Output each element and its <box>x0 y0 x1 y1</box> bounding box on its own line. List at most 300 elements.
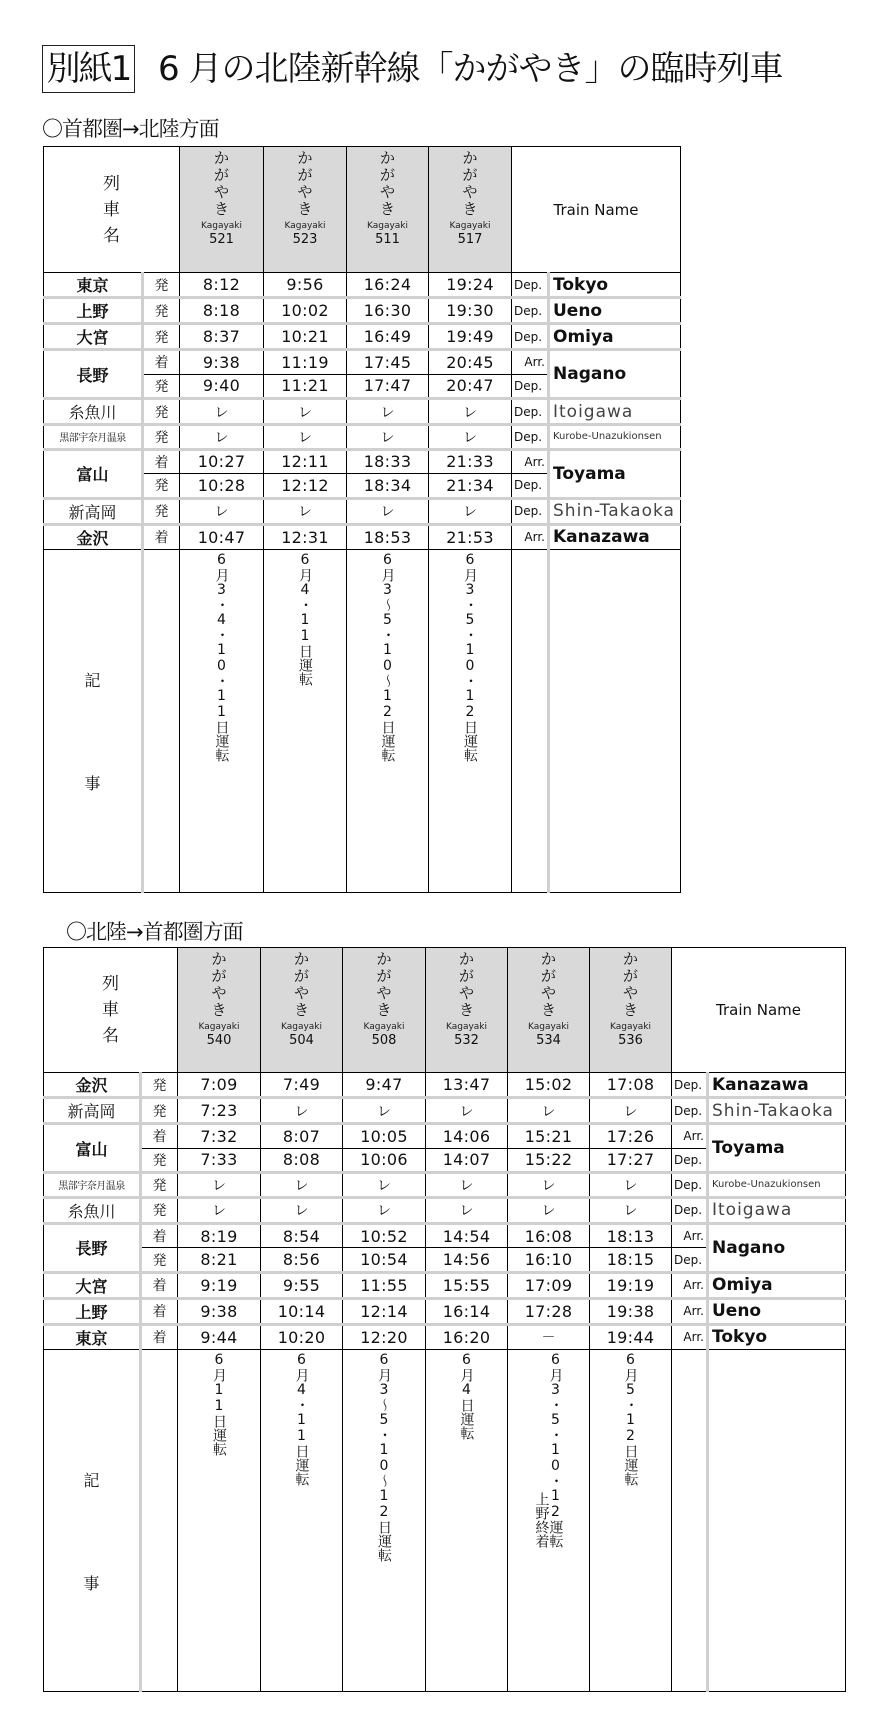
train-kana <box>429 147 511 218</box>
remark-cell <box>261 1349 343 1691</box>
remark-text: 6月3～5・10～12日運転 <box>379 551 396 762</box>
station-name-en: Shin-Takaoka <box>708 1098 846 1124</box>
header-row <box>44 948 846 1073</box>
timetable-inbound <box>43 947 846 1692</box>
train-number: 534 <box>536 1033 561 1048</box>
arr-dep-mark: 発 <box>143 498 180 524</box>
train-name-label-char: 名 <box>103 225 120 246</box>
table-row <box>44 498 681 524</box>
time-cell: 7:09 <box>178 1073 261 1098</box>
train-number: 532 <box>454 1033 479 1048</box>
pass-mark: レ <box>343 1173 426 1198</box>
remark-cell <box>590 1349 672 1691</box>
time-cell: 18:13 <box>590 1223 672 1248</box>
time-cell: 8:21 <box>178 1248 261 1273</box>
remark-cell <box>264 549 347 892</box>
arr-dep-en: Dep. <box>672 1148 708 1173</box>
table-row <box>44 1173 846 1198</box>
kana-char: か <box>462 149 478 167</box>
pass-mark: レ <box>347 425 429 450</box>
arr-dep-mark: 着 <box>141 1223 178 1248</box>
table-row <box>44 298 681 324</box>
arr-dep-mark: 着 <box>143 350 180 375</box>
time-cell: 8:56 <box>261 1248 343 1273</box>
remarks-label-char: 事 <box>83 1573 100 1593</box>
remarks-blank <box>549 549 681 892</box>
page-title: 6 月の北陸新幹線「かがやき」の臨時列車 <box>158 49 783 89</box>
train-kana <box>508 948 589 1019</box>
remarks-blank <box>143 549 180 892</box>
time-cell: 18:53 <box>347 524 429 549</box>
remark-cell <box>343 1349 426 1691</box>
station-name: 上野 <box>44 298 143 324</box>
remark-text: 6月4・11日運転 <box>297 551 313 686</box>
time-cell: 7:49 <box>261 1073 343 1098</box>
kana-char: が <box>622 967 638 985</box>
station-name-en: Kurobe-Unazukionsen <box>708 1173 846 1198</box>
train-name-label-char: 列 <box>103 173 120 194</box>
arr-dep-en: Dep. <box>512 425 549 450</box>
arr-dep-en: Dep. <box>672 1073 708 1098</box>
arr-dep-mark: 着 <box>141 1124 178 1149</box>
remark-text: 6月4・11日運転 <box>293 1351 310 1486</box>
pass-mark: レ <box>178 1197 261 1223</box>
table-row <box>44 273 681 298</box>
table-row <box>44 1073 846 1098</box>
kana-char: や <box>297 183 313 201</box>
arr-dep-mark: 着 <box>141 1324 178 1349</box>
time-cell: 16:30 <box>347 298 429 324</box>
time-cell: 17:45 <box>347 350 429 375</box>
train-header <box>426 948 508 1073</box>
station-name-en: Shin-Takaoka <box>549 498 681 524</box>
station-name-en: Itoigawa <box>708 1197 846 1223</box>
train-kana <box>347 147 428 218</box>
arr-dep-mark: 発 <box>141 1197 178 1223</box>
remark-cell <box>429 549 512 892</box>
kana-char: き <box>462 200 478 218</box>
arr-dep-mark: 発 <box>141 1173 178 1198</box>
kana-char: き <box>622 1001 638 1019</box>
station-name: 黒部宇奈月温泉 <box>44 425 143 450</box>
remark-text: 6月3・4・10・11日運転 <box>213 551 230 762</box>
remarks-label-char: 記 <box>84 670 101 690</box>
train-number: 511 <box>375 232 400 247</box>
remark-text: 6月5・12日運転 <box>622 1351 639 1486</box>
remarks-label <box>44 1349 141 1691</box>
pass-mark: レ <box>508 1197 590 1223</box>
pass-mark: レ <box>264 498 347 524</box>
time-cell: 16:08 <box>508 1223 590 1248</box>
arr-dep-en: Arr. <box>512 524 549 549</box>
remarks-label-char: 事 <box>84 773 101 793</box>
time-cell: 12:14 <box>343 1298 426 1324</box>
train-header <box>178 948 261 1073</box>
station-name: 糸魚川 <box>44 1197 141 1223</box>
train-header <box>261 948 343 1073</box>
train-name-header-en: Train Name <box>512 147 681 273</box>
train-kana <box>180 147 263 218</box>
pass-mark: レ <box>261 1197 343 1223</box>
arr-dep-mark: 発 <box>141 1073 178 1098</box>
kana-char: か <box>293 950 309 968</box>
train-name-label <box>44 147 180 273</box>
pass-mark: レ <box>426 1098 508 1124</box>
kana-char: き <box>213 200 229 218</box>
arr-dep-en: Arr. <box>512 350 549 375</box>
arr-dep-en: Dep. <box>512 474 549 499</box>
arr-dep-en: Arr. <box>672 1324 708 1349</box>
remarks-blank <box>141 1349 178 1691</box>
time-cell: 17:28 <box>508 1298 590 1324</box>
time-cell: 19:19 <box>590 1272 672 1298</box>
pass-mark: レ <box>429 425 512 450</box>
station-name: 富山 <box>44 449 143 498</box>
timetable-outbound <box>43 146 681 893</box>
time-cell: 15:21 <box>508 1124 590 1149</box>
kana-char: が <box>376 967 392 985</box>
time-cell: 9:56 <box>264 273 347 298</box>
station-name: 東京 <box>44 273 143 298</box>
table-row <box>44 399 681 425</box>
arr-dep-en: Dep. <box>672 1173 708 1198</box>
kana-char: や <box>540 984 556 1002</box>
time-cell: 10:27 <box>180 449 264 474</box>
remarks-label-char: 記 <box>83 1470 100 1490</box>
station-name: 上野 <box>44 1298 141 1324</box>
train-kana <box>426 948 507 1019</box>
kana-char: か <box>458 950 474 968</box>
time-cell: 18:15 <box>590 1248 672 1273</box>
time-cell: 9:44 <box>178 1324 261 1349</box>
train-name-en: Kagayaki <box>366 221 409 231</box>
station-name-en: Omiya <box>549 324 681 350</box>
remark-text: 6月11日運転 <box>211 1351 227 1456</box>
time-cell: 10:47 <box>180 524 264 549</box>
pass-mark: レ <box>429 399 512 425</box>
time-cell: 12:20 <box>343 1324 426 1349</box>
train-header <box>264 147 347 273</box>
pass-mark: レ <box>180 425 264 450</box>
kana-char: や <box>213 183 229 201</box>
pass-mark: レ <box>264 425 347 450</box>
train-name-en: Kagayaki <box>527 1022 570 1032</box>
station-name-en: Kurobe-Unazukionsen <box>549 425 681 450</box>
pass-mark: レ <box>429 498 512 524</box>
train-name-en: Kagayaki <box>609 1022 652 1032</box>
time-cell: 7:32 <box>178 1124 261 1149</box>
time-cell: 16:24 <box>347 273 429 298</box>
time-cell: 9:40 <box>180 374 264 399</box>
station-name: 長野 <box>44 350 143 399</box>
station-name-en: Ueno <box>549 298 681 324</box>
station-name-en: Kanazawa <box>708 1073 846 1098</box>
station-name: 新高岡 <box>44 1098 141 1124</box>
remark-cell <box>508 1349 590 1691</box>
station-name-en: Toyama <box>549 449 681 498</box>
station-name-en: Toyama <box>708 1124 846 1173</box>
arr-dep-en: Dep. <box>512 324 549 350</box>
table-row <box>44 1124 846 1149</box>
time-cell: 10:05 <box>343 1124 426 1149</box>
station-name: 大宮 <box>44 324 143 350</box>
train-name-en: Kagayaki <box>449 221 491 231</box>
kana-char: き <box>211 1001 227 1019</box>
time-cell: 19:44 <box>590 1324 672 1349</box>
time-cell: 14:07 <box>426 1148 508 1173</box>
pass-mark: レ <box>426 1173 508 1198</box>
station-name: 糸魚川 <box>44 399 143 425</box>
section-heading-outbound: 〇首都圏→北陸方面 <box>42 117 219 141</box>
kana-char: か <box>622 950 638 968</box>
time-cell: 8:54 <box>261 1223 343 1248</box>
time-cell: 7:33 <box>178 1148 261 1173</box>
arr-dep-en: Arr. <box>672 1124 708 1149</box>
time-cell: 18:34 <box>347 474 429 499</box>
remark-text: 6月3～5・10～12日運転 <box>376 1351 392 1562</box>
time-cell: 14:54 <box>426 1223 508 1248</box>
train-name-en: Kagayaki <box>198 1022 240 1032</box>
kana-char: が <box>293 967 309 985</box>
kana-char: か <box>376 950 392 968</box>
remark-cell <box>180 549 264 892</box>
time-cell: 11:19 <box>264 350 347 375</box>
train-kana <box>178 948 260 1019</box>
time-cell: 17:08 <box>590 1073 672 1098</box>
kana-char: が <box>462 166 478 184</box>
train-name-label <box>44 948 178 1073</box>
time-cell: 17:09 <box>508 1272 590 1298</box>
arr-dep-en: Dep. <box>512 498 549 524</box>
arr-dep-en: Arr. <box>672 1223 708 1248</box>
time-cell: 16:14 <box>426 1298 508 1324</box>
station-name-en: Omiya <box>708 1272 846 1298</box>
arr-dep-mark: 着 <box>143 449 180 474</box>
train-header <box>590 948 672 1073</box>
kana-char: か <box>297 149 313 167</box>
arr-dep-mark: 着 <box>143 524 180 549</box>
remarks-label <box>44 549 143 892</box>
station-name: 新高岡 <box>44 498 143 524</box>
pass-mark: レ <box>343 1098 426 1124</box>
remark-cell <box>347 549 429 892</box>
time-cell: 14:56 <box>426 1248 508 1273</box>
kana-char: か <box>540 950 556 968</box>
time-cell: 8:12 <box>180 273 264 298</box>
kana-char: か <box>211 950 227 968</box>
station-name: 黒部宇奈月温泉 <box>44 1173 141 1198</box>
train-header <box>347 147 429 273</box>
train-name-label-char: 車 <box>102 1000 119 1020</box>
train-number: 508 <box>371 1033 397 1048</box>
time-cell: 9:47 <box>343 1073 426 1098</box>
train-header <box>343 948 426 1073</box>
time-cell: 18:33 <box>347 449 429 474</box>
time-cell: 9:38 <box>180 350 264 375</box>
time-cell: 8:19 <box>178 1223 261 1248</box>
station-name: 金沢 <box>44 524 143 549</box>
time-cell: 21:34 <box>429 474 512 499</box>
kana-char: き <box>297 200 313 218</box>
table-row <box>44 1272 846 1298</box>
table-row <box>44 1223 846 1248</box>
kana-char: や <box>211 984 227 1002</box>
train-kana <box>343 948 425 1019</box>
appendix-label: 別紙1 <box>42 45 135 93</box>
time-cell: 21:33 <box>429 449 512 474</box>
arr-dep-en: Dep. <box>512 374 549 399</box>
time-cell: 17:26 <box>590 1124 672 1149</box>
arr-dep-mark: 発 <box>141 1248 178 1273</box>
time-cell: 17:27 <box>590 1148 672 1173</box>
time-cell: 19:30 <box>429 298 512 324</box>
time-cell: 19:38 <box>590 1298 672 1324</box>
remark-extra: 上野終着 <box>533 1491 550 1548</box>
time-cell: 10:54 <box>343 1248 426 1273</box>
pass-mark: レ <box>178 1173 261 1198</box>
train-name-en: Kagayaki <box>363 1022 405 1032</box>
remark-cell <box>426 1349 508 1691</box>
kana-char: き <box>379 200 395 218</box>
time-cell: 17:47 <box>347 374 429 399</box>
train-name-label-char: 列 <box>102 974 119 994</box>
kana-char: が <box>297 166 313 184</box>
time-cell: 19:24 <box>429 273 512 298</box>
pass-mark: レ <box>590 1197 672 1223</box>
table-row <box>44 425 681 450</box>
train-number: 517 <box>457 232 483 247</box>
time-cell: 9:55 <box>261 1272 343 1298</box>
pass-mark: レ <box>264 399 347 425</box>
time-cell: 21:53 <box>429 524 512 549</box>
arr-dep-mark: 発 <box>143 298 180 324</box>
table-row <box>44 1298 846 1324</box>
kana-char: や <box>293 984 309 1002</box>
time-cell: 10:06 <box>343 1148 426 1173</box>
kana-char: や <box>622 984 638 1002</box>
train-header <box>180 147 264 273</box>
kana-char: や <box>379 183 395 201</box>
time-cell: 16:49 <box>347 324 429 350</box>
table-row <box>44 350 681 375</box>
station-name: 東京 <box>44 1324 141 1349</box>
pass-mark: レ <box>180 399 264 425</box>
pass-mark: レ <box>180 498 264 524</box>
train-number: 523 <box>292 232 318 247</box>
train-number: 504 <box>289 1033 314 1048</box>
train-name-en: Kagayaki <box>445 1022 488 1032</box>
table-row <box>44 524 681 549</box>
remarks-blank <box>708 1349 846 1691</box>
time-cell: 10:21 <box>264 324 347 350</box>
time-cell: 20:47 <box>429 374 512 399</box>
arr-dep-en: Arr. <box>672 1272 708 1298</box>
pass-mark: レ <box>590 1173 672 1198</box>
pass-mark: レ <box>508 1098 590 1124</box>
train-name-label-char: 車 <box>103 199 120 220</box>
train-header <box>508 948 590 1073</box>
kana-char: か <box>379 149 395 167</box>
train-name-en: Kagayaki <box>284 221 326 231</box>
remarks-row <box>44 549 681 892</box>
kana-char: が <box>379 166 395 184</box>
time-cell: 15:22 <box>508 1148 590 1173</box>
time-cell: 10:28 <box>180 474 264 499</box>
train-number: 521 <box>209 232 234 247</box>
time-cell: 16:20 <box>426 1324 508 1349</box>
header-row <box>44 147 681 273</box>
kana-char: や <box>462 183 478 201</box>
pass-mark: レ <box>261 1098 343 1124</box>
arr-dep-en: Dep. <box>672 1098 708 1124</box>
table-row <box>44 449 681 474</box>
time-cell: 12:11 <box>264 449 347 474</box>
time-cell: 8:07 <box>261 1124 343 1149</box>
arr-dep-en: Arr. <box>672 1298 708 1324</box>
time-cell: 12:12 <box>264 474 347 499</box>
kana-char: か <box>213 149 229 167</box>
station-name-en: Nagano <box>708 1223 846 1272</box>
arr-dep-en: Dep. <box>672 1248 708 1273</box>
arr-dep-mark: 着 <box>141 1298 178 1324</box>
station-name-en: Itoigawa <box>549 399 681 425</box>
arr-dep-mark: 発 <box>143 425 180 450</box>
station-name: 長野 <box>44 1223 141 1272</box>
train-number: 536 <box>618 1033 643 1048</box>
time-cell: 12:31 <box>264 524 347 549</box>
time-cell: 9:19 <box>178 1272 261 1298</box>
remark-text: 6月4日運転 <box>458 1351 475 1440</box>
remark-cell <box>178 1349 261 1691</box>
station-name-en: Nagano <box>549 350 681 399</box>
time-cell: 14:06 <box>426 1124 508 1149</box>
pass-mark: レ <box>426 1197 508 1223</box>
pass-mark: レ <box>343 1197 426 1223</box>
train-name-en: Kagayaki <box>200 221 243 231</box>
kana-char: き <box>540 1001 556 1019</box>
pass-mark: レ <box>590 1098 672 1124</box>
table-row <box>44 1324 846 1349</box>
arr-dep-mark: 発 <box>143 399 180 425</box>
time-cell: 8:08 <box>261 1148 343 1173</box>
pass-mark: レ <box>347 498 429 524</box>
table-row <box>44 1098 846 1124</box>
remark-text: 6月3・5・10・12日運転 <box>462 551 478 762</box>
time-cell: 20:45 <box>429 350 512 375</box>
time-cell: 11:21 <box>264 374 347 399</box>
train-name-header-en: Train Name <box>672 948 846 1073</box>
kana-char: が <box>540 967 556 985</box>
train-kana <box>261 948 342 1019</box>
arr-dep-mark: 発 <box>143 374 180 399</box>
table-row <box>44 324 681 350</box>
arr-dep-en: Dep. <box>512 298 549 324</box>
arr-dep-en: Arr. <box>512 449 549 474</box>
pass-mark: レ <box>261 1173 343 1198</box>
arr-dep-mark: 発 <box>143 324 180 350</box>
kana-char: き <box>376 1001 392 1019</box>
kana-char: き <box>293 1001 309 1019</box>
kana-char: が <box>211 967 227 985</box>
remark-text: 6月3・5・10・12運転 <box>547 1351 564 1548</box>
time-cell: 10:02 <box>264 298 347 324</box>
remarks-row <box>44 1349 846 1691</box>
station-name-en: Ueno <box>708 1298 846 1324</box>
kana-char: が <box>213 166 229 184</box>
train-kana <box>590 948 671 1019</box>
station-name-en: Tokyo <box>708 1324 846 1349</box>
arr-dep-en: Dep. <box>512 273 549 298</box>
